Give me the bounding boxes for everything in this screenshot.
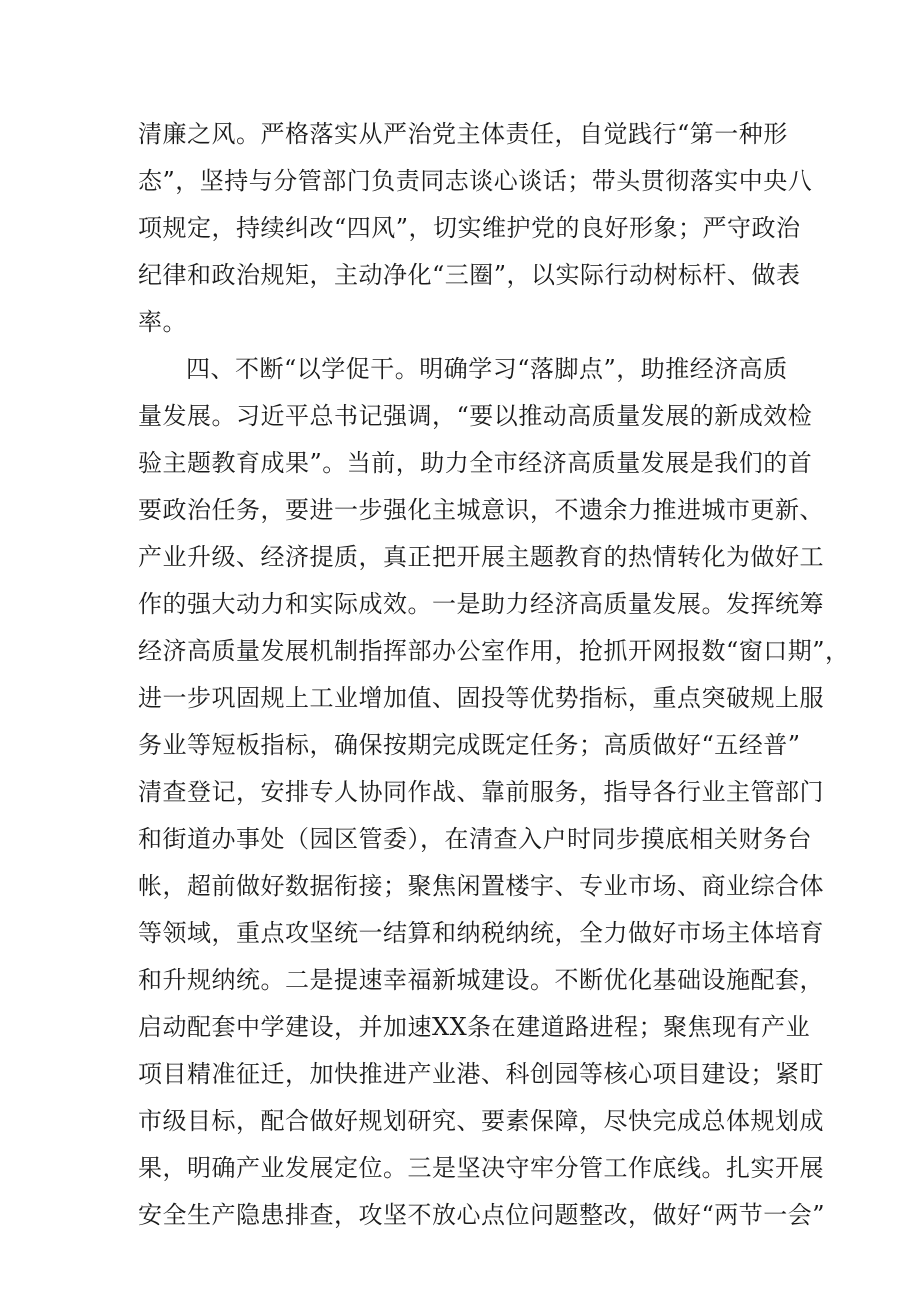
text-line: 态”，坚持与分管部门负责同志谈心谈话；带头贯彻落实中央八 (138, 167, 813, 195)
section-heading-line: 四、不断“以学促干。明确学习“落脚点”，助推经济高质 (186, 355, 788, 383)
text-line: 和升规纳统。二是提速幸福新城建设。不断优化基础设施配套， (138, 966, 824, 994)
text-line: 产业升级、经济提质，真正把开展主题教育的热情转化为做好工 (138, 543, 824, 571)
text-line: 清查登记，安排专人协同作战、靠前服务，指导各行业主管部门 (138, 778, 824, 806)
text-line: 验主题教育成果”。当前，助力全市经济高质量发展是我们的首 (138, 449, 813, 477)
text-line: 经济高质量发展机制指挥部办公室作用，抢抓开网报数“窗口期”， (138, 637, 850, 665)
text-line: 要政治任务，要进一步强化主城意识，不遗余力推进城市更新、 (138, 496, 824, 524)
text-line: 市级目标，配合做好规划研究、要素保障，尽快完成总体规划成 (138, 1107, 824, 1135)
text-line: 果，明确产业发展定位。三是坚决守牢分管工作底线。扎实开展 (138, 1154, 824, 1182)
text-line: 纪律和政治规矩，主动净化“三圈”，以实际行动树标杆、做表 (138, 261, 801, 289)
text-line: 作的强大动力和实际成效。一是助力经济高质量发展。发挥统筹 (138, 590, 824, 618)
text-line: 务业等短板指标，确保按期完成既定任务；高质做好“五经普” (138, 731, 801, 759)
text-line: 量发展。习近平总书记强调，“要以推动高质量发展的新成效检 (138, 402, 813, 430)
text-line: 安全生产隐患排查，攻坚不放心点位问题整改，做好“两节一会” (138, 1201, 826, 1229)
text-line: 清廉之风。严格落实从严治党主体责任，自觉践行“第一种形 (138, 120, 788, 148)
text-line: 项目精准征迁，加快推进产业港、科创园等核心项目建设；紧盯 (138, 1060, 824, 1088)
body-text (138, 111, 850, 1239)
text-line: 等领域，重点攻坚统一结算和纳税纳统，全力做好市场主体培育 (138, 919, 824, 947)
text-line: 率。 (138, 308, 187, 336)
text-line: 启动配套中学建设，并加速XX条在建道路进程；聚焦现有产业 (138, 1013, 811, 1041)
text-line: 项规定，持续纠改“四风”，切实维护党的良好形象；严守政治 (138, 214, 801, 242)
text-line: 和街道办事处（园区管委），在清查入户时同步摸底相关财务台 (138, 825, 812, 853)
text-line: 帐，超前做好数据衔接；聚焦闲置楼宇、专业市场、商业综合体 (138, 872, 824, 900)
text-line: 进一步巩固规上工业增加值、固投等优势指标，重点突破规上服 (138, 684, 824, 712)
